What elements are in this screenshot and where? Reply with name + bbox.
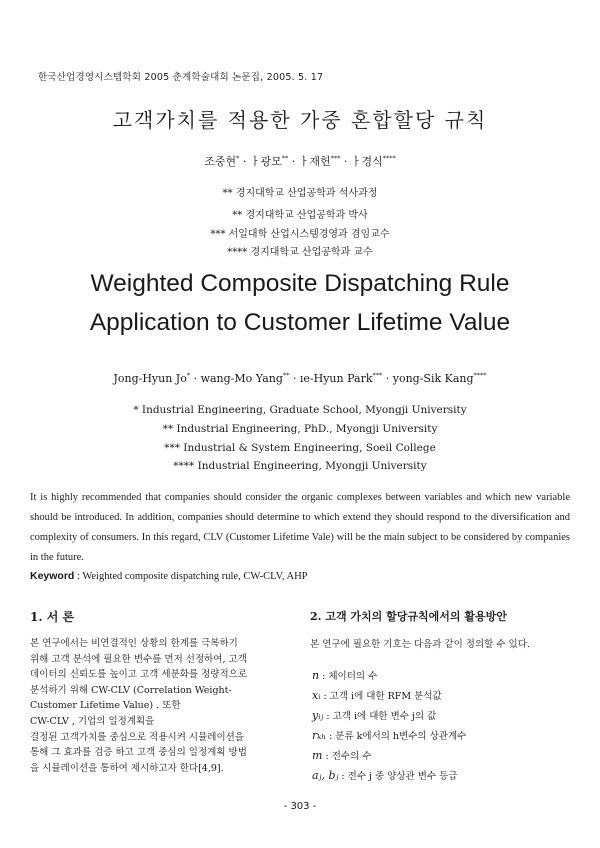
keyword-label: Keyword [30, 570, 75, 582]
author-en-2: · wang-Mo Yang** [193, 371, 290, 385]
affiliation-kr-3: *** 서일대학 산업시스템경영과 겸임교수 [210, 229, 390, 240]
author-kr-2: · ㅏ광모** [242, 154, 289, 168]
section-1-line: 결정된 고객가치를 중심으로 적용시켜 시뮬레이션을 [30, 731, 244, 743]
title-korean: 고객가치를 적용한 가중 혼합할당 규칙 [112, 108, 488, 132]
section-1-line: 통해 그 효과를 검증 하고 고객 중심의 일정계획 방법 [30, 747, 247, 759]
author-en-1: Jong-Hyun Jo* [113, 371, 191, 385]
variable-definition: xᵢ : 고객 i에 대한 RFM 분석값 [312, 689, 442, 702]
proceedings-header: 한국산업경영시스템학회 2005 춘계학술대회 논문집, 2005. 5. 17 [38, 72, 324, 83]
section-2-title: 2. 고객 가치의 할당규칙에서의 활용방안 [310, 610, 507, 623]
section-1-line: 을 시뮬레이션을 통하여 제시하고자 한다[4,9]. [30, 762, 224, 774]
authors-english [0, 372, 600, 385]
title-english-line2: Application to Customer Lifetime Value [89, 309, 511, 336]
affiliation-kr-1: ** 경지대학교 산업공학과 석사과정 [222, 188, 378, 199]
variable-definition: m : 전수의 수 [312, 749, 372, 762]
section-1-line: 분석하기 위해 CW-CLV (Correlation Weight- [30, 684, 232, 696]
abstract: It is highly recommended that companies should consider the organic complexes between variables and which new variable should be introduced. In addition, companies should determine to which extend they should respond to the diversification and complexity of consumers. In this regard, CLV (Customer Lifetime Vale) will be the main subject to be considered by companies in the future. [30, 492, 570, 563]
author-en-3: · ıe-Hyun Park*** [292, 371, 383, 385]
authors-korean [0, 153, 600, 169]
variable-definition: aⱼ, bⱼ : 전수 j 중 양상관 변수 등급 [312, 769, 458, 782]
author-kr-3: · ㅏ재헌*** [291, 154, 341, 168]
author-en-4: · yong-Sik Kang**** [385, 371, 487, 385]
section-1-title: 1. 서 론 [30, 610, 75, 624]
section-1-line: 본 연구에서는 비연결적인 상황의 한계를 극복하기 [30, 638, 238, 649]
section-1-line: Customer Lifetime Value) . 또한 [30, 700, 181, 712]
affiliation-kr-2: ** 경지대학교 산업공학과 박사 [232, 210, 368, 221]
keywords [30, 570, 308, 582]
affiliation-kr-4: **** 경지대학교 산업공학과 교수 [227, 247, 373, 258]
section-1-body [30, 636, 292, 776]
affiliation-en-3: *** Industrial & System Engineering, Soeil College [164, 442, 436, 454]
section-1-line: CW-CLV , 기업의 일정계획을 [30, 715, 155, 727]
author-kr-1: 조중현* [204, 154, 240, 168]
section-1-line: 데이터의 신뢰도를 높이고 고객 세분화를 정량적으로 [30, 669, 247, 681]
variable-definition: yᵢⱼ : 고객 i에 대한 변수 j의 값 [312, 709, 437, 722]
affiliation-en-2: ** Industrial Engineering, PhD., Myongji University [162, 423, 438, 435]
variable-definition: rₖₕ : 분류 k에서의 h변수의 상관계수 [312, 729, 467, 742]
section-2-intro: 본 연구에 필요한 기호는 다음과 같이 정의할 수 있다. [310, 639, 530, 650]
affiliation-en-4: **** Industrial Engineering, Myongji University [173, 460, 427, 472]
page-number: - 303 - [283, 801, 317, 812]
affiliation-en-1: * Industrial Engineering, Graduate School, Myongji University [133, 404, 467, 416]
keyword-text: : Weighted composite dispatching rule, CW-CLV, AHP [76, 571, 308, 582]
author-kr-4: · ㅏ경식**** [343, 154, 396, 168]
section-1-line: 위해 고객 분석에 필요한 변수를 먼저 선정하여, 고객 [30, 653, 247, 665]
title-english-line1: Weighted Composite Dispatching Rule [90, 270, 510, 297]
variable-definition: n : 체이터의 수 [312, 669, 378, 682]
